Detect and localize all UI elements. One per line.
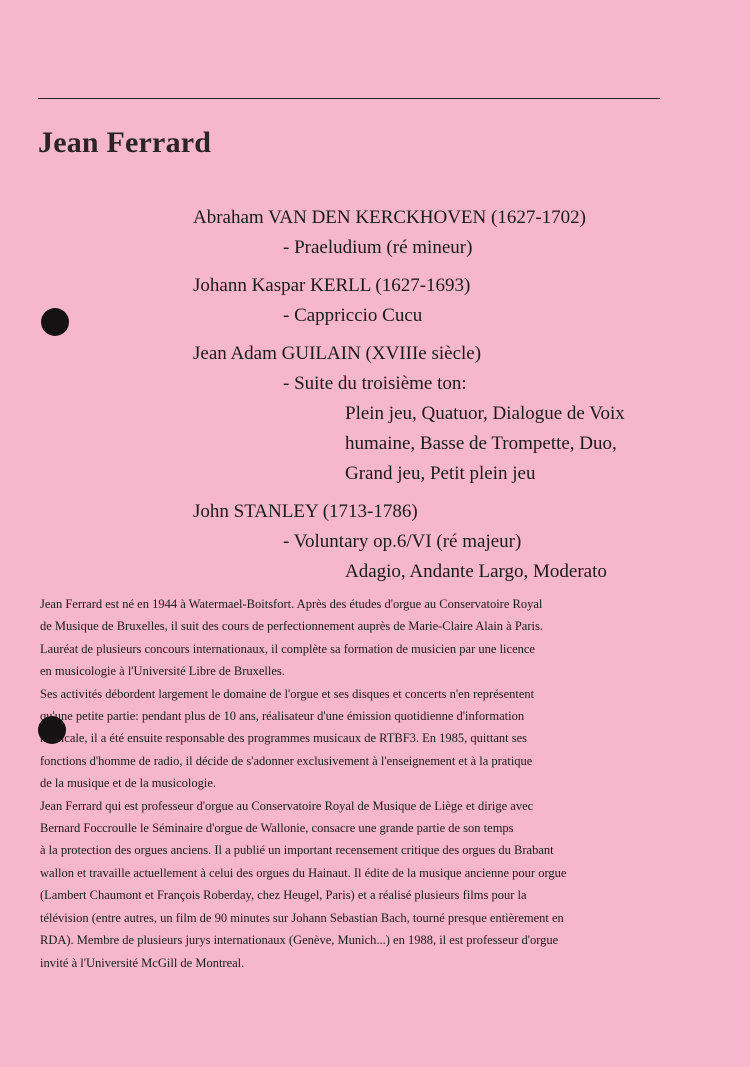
composer-name: Abraham VAN DEN KERCKHOVEN (1627-1702) (193, 207, 586, 228)
bio-line: de Musique de Bruxelles, il suit des cours de perfectionnement auprès de Marie-Claire Alain à Paris. (40, 619, 543, 634)
punch-hole-top (41, 308, 69, 336)
bio-line: Bernard Foccroulle le Séminaire d'orgue de Wallonie, consacre une grande partie de son temps (40, 821, 514, 836)
program-entry (193, 497, 733, 587)
bio-line: qu'une petite partie: pendant plus de 10 ans, réalisateur d'une émission quotidienne d'information (40, 709, 525, 724)
bio-line: musicale, il a été ensuite responsable des programmes musicaux de RTBF3. En 1985, quittant ses (40, 731, 527, 746)
bio-line: télévision (entre autres, un film de 90 minutes sur Johann Sebastian Bach, tourné presque entièrement en (40, 910, 564, 925)
bio-line: de la musique et de la musicologie. (40, 776, 216, 791)
composer-name: Jean Adam GUILAIN (XVIIIe siècle) (193, 343, 482, 364)
bio-line: fonctions d'homme de radio, il décide de s'adonner exclusivement à l'enseignement et à la pratique (40, 753, 533, 768)
bio-line: RDA). Membre de plusieurs jurys internationaux (Genève, Munich...) en 1988, il est professeur d'orgue (40, 933, 559, 948)
biography (40, 593, 672, 974)
movement-list: Adagio, Andante Largo, Moderato (345, 561, 607, 582)
movement-list: Grand jeu, Petit plein jeu (345, 463, 536, 484)
page-title: Jean Ferrard (38, 126, 212, 159)
program-entry (193, 339, 733, 489)
bio-line: wallon et travaille actuellement à celui des orgues du Hainaut. Il édite de la musique ancienne pour orgue (40, 865, 567, 880)
bio-line: invité à l'Université McGill de Montreal. (40, 955, 245, 970)
work-title: - Praeludium (ré mineur) (283, 237, 473, 258)
program-entry (193, 271, 733, 331)
bio-line: à la protection des orgues anciens. Il a publié un important recensement critique des orgues du Brabant (40, 843, 554, 858)
bio-line: Jean Ferrard qui est professeur d'orgue au Conservatoire Royal de Musique de Liège et dirige avec (40, 798, 534, 813)
bio-line: Ses activités débordent largement le domaine de l'orgue et ses disques et concerts n'en représentent (40, 686, 535, 701)
work-title: - Suite du troisième ton: (283, 373, 467, 394)
composer-name: John STANLEY (1713-1786) (193, 501, 418, 522)
movement-list: humaine, Basse de Trompette, Duo, (345, 433, 617, 454)
bio-line: Jean Ferrard est né en 1944 à Watermael-Boitsfort. Après des études d'orgue au Conservatoire Royal (40, 597, 543, 611)
composer-name: Johann Kaspar KERLL (1627-1693) (193, 275, 471, 296)
work-title: - Cappriccio Cucu (283, 305, 423, 326)
bio-line: Lauréat de plusieurs concours internationaux, il complète sa formation de musicien par une licence (40, 641, 535, 656)
program-entry (193, 203, 733, 263)
bio-line: en musicologie à l'Université Libre de Bruxelles. (40, 664, 285, 679)
movement-list: Plein jeu, Quatuor, Dialogue de Voix (345, 403, 625, 424)
work-title: - Voluntary op.6/VI (ré majeur) (283, 531, 522, 552)
header-rule (38, 98, 660, 99)
program-list (193, 203, 733, 595)
bio-line: (Lambert Chaumont et François Roberday, chez Heugel, Paris) et a réalisé plusieurs films pour la (40, 888, 527, 903)
